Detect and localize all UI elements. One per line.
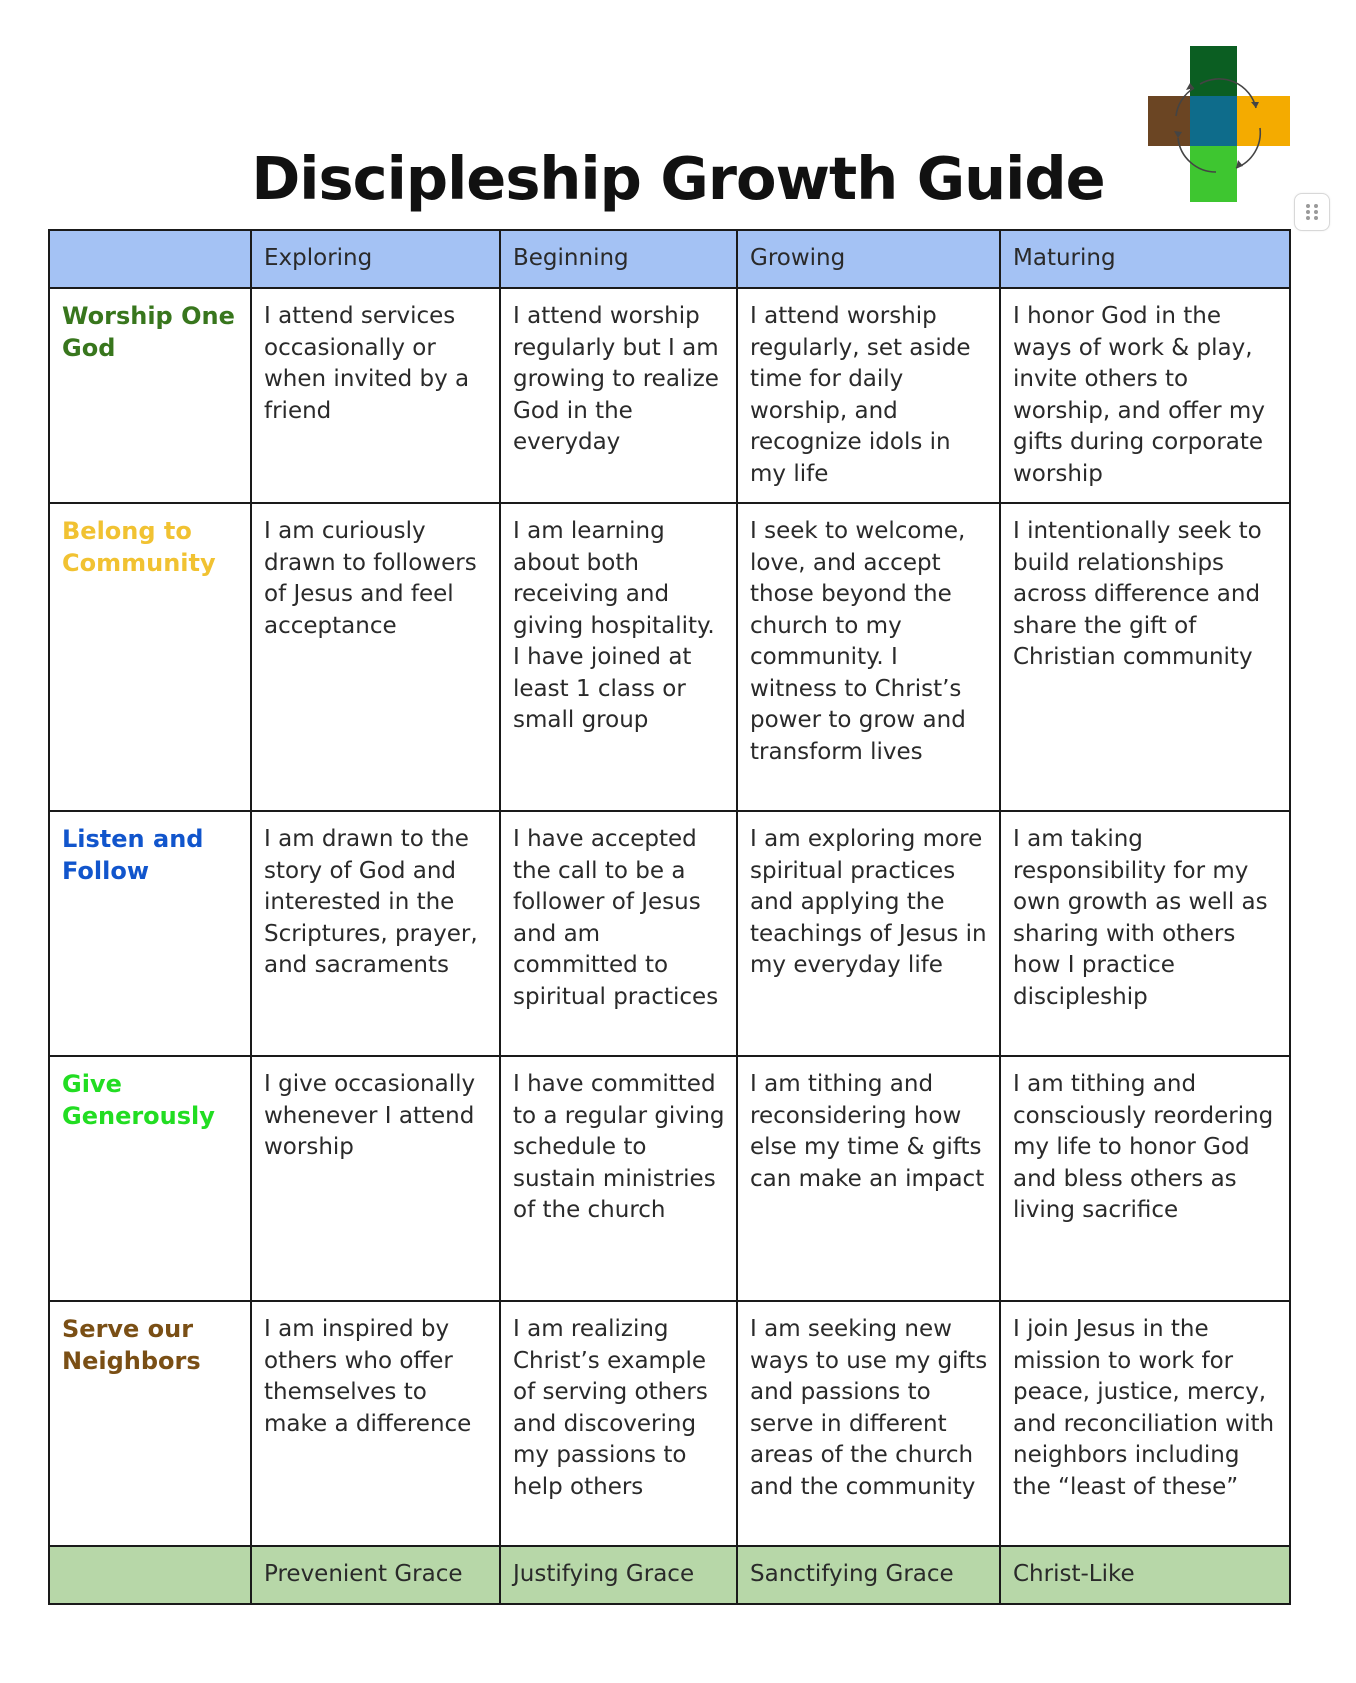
table-cell: I am curiously drawn to followers of Jesus and feel acceptance	[251, 503, 500, 811]
table-cell: I am tithing and consciously reordering my life to honor God and bless others as living sacrifice	[1000, 1056, 1290, 1301]
table-cell: I join Jesus in the mission to work for peace, justice, mercy, and reconciliation with neighbors including the “least of these”	[1000, 1301, 1290, 1546]
drag-handle-icon	[1305, 203, 1319, 221]
cross-mosaic-logo	[1148, 46, 1290, 202]
table-row	[49, 811, 1290, 1056]
header-row	[49, 230, 1290, 288]
table-cell: I am tithing and reconsidering how else my time & gifts can make an impact	[737, 1056, 1000, 1301]
table-cell: I seek to welcome, love, and accept those beyond the church to my community. I witness to Christ’s power to grow and transform lives	[737, 503, 1000, 811]
footer-cell-empty	[49, 1546, 251, 1604]
footer-justifying-grace: Justifying Grace	[500, 1546, 737, 1604]
table-cell: I have committed to a regular giving schedule to sustain ministries of the church	[500, 1056, 737, 1301]
table-row	[49, 503, 1290, 811]
row-label-serve: Serve our Neighbors	[49, 1301, 251, 1546]
table-cell: I honor God in the ways of work & play, invite others to worship, and offer my gifts during corporate worship	[1000, 288, 1290, 503]
header-maturing: Maturing	[1000, 230, 1290, 288]
header-exploring: Exploring	[251, 230, 500, 288]
table-row	[49, 1301, 1290, 1546]
table-cell: I am inspired by others who offer themselves to make a difference	[251, 1301, 500, 1546]
table-cell: I am realizing Christ’s example of serving others and discovering my passions to help others	[500, 1301, 737, 1546]
header-beginning: Beginning	[500, 230, 737, 288]
row-label-listen: Listen and Follow	[49, 811, 251, 1056]
table-cell: I am learning about both receiving and giving hospitality. I have joined at least 1 class or small group	[500, 503, 737, 811]
table-cell: I attend worship regularly, set aside time for daily worship, and recognize idols in my life	[737, 288, 1000, 503]
table-cell: I attend worship regularly but I am growing to realize God in the everyday	[500, 288, 737, 503]
table-cell: I am drawn to the story of God and interested in the Scriptures, prayer, and sacraments	[251, 811, 500, 1056]
footer-row	[49, 1546, 1290, 1604]
page-title: Discipleship Growth Guide	[251, 144, 1105, 213]
table-cell: I attend services occasionally or when invited by a friend	[251, 288, 500, 503]
row-label-worship: Worship One God	[49, 288, 251, 503]
table-cell: I intentionally seek to build relationships across difference and share the gift of Christian community	[1000, 503, 1290, 811]
row-label-belong: Belong to Community	[49, 503, 251, 811]
footer-christ-like: Christ-Like	[1000, 1546, 1290, 1604]
table-cell: I have accepted the call to be a follower of Jesus and am committed to spiritual practices	[500, 811, 737, 1056]
row-label-give: Give Generously	[49, 1056, 251, 1301]
footer-prevenient-grace: Prevenient Grace	[251, 1546, 500, 1604]
table-cell: I give occasionally whenever I attend worship	[251, 1056, 500, 1301]
header-cell-empty	[49, 230, 251, 288]
table-cell: I am seeking new ways to use my gifts and passions to serve in different areas of the church and the community	[737, 1301, 1000, 1546]
table-row	[49, 1056, 1290, 1301]
footer-sanctifying-grace: Sanctifying Grace	[737, 1546, 1000, 1604]
header-growing: Growing	[737, 230, 1000, 288]
drag-handle[interactable]	[1294, 193, 1330, 231]
discipleship-table	[48, 229, 1291, 1605]
table-row	[49, 288, 1290, 503]
table-cell: I am exploring more spiritual practices and applying the teachings of Jesus in my everyday life	[737, 811, 1000, 1056]
table-cell: I am taking responsibility for my own growth as well as sharing with others how I practice discipleship	[1000, 811, 1290, 1056]
